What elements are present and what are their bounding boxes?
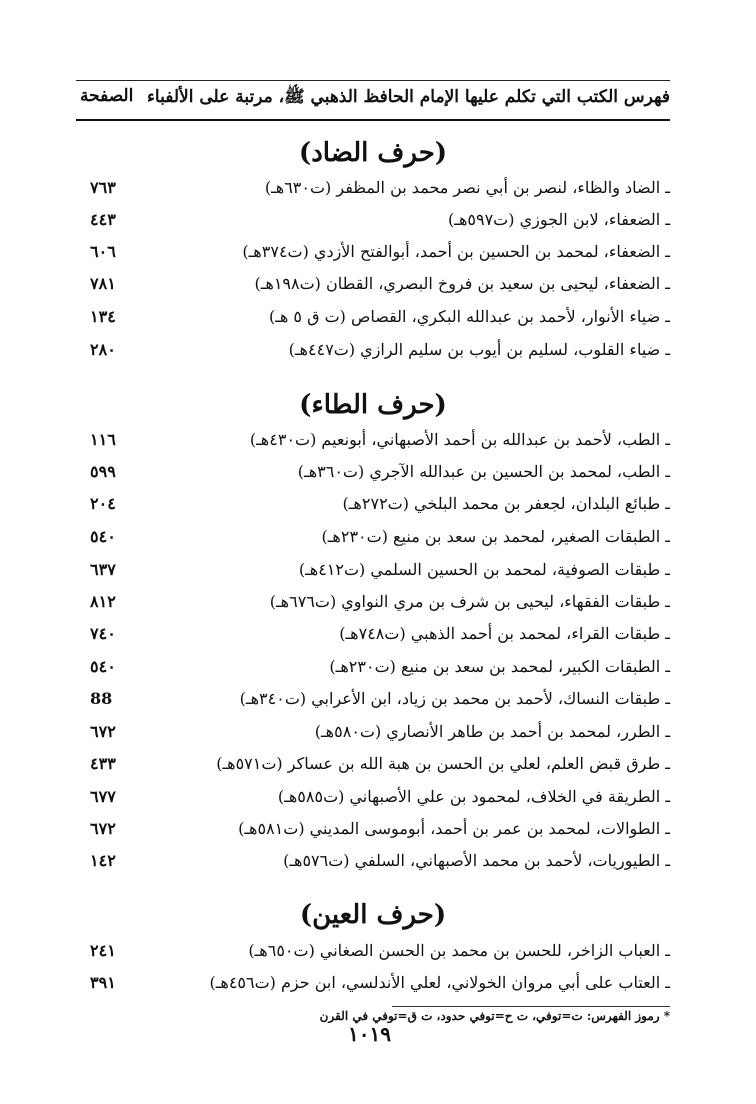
- header-bottom-rule: [76, 119, 670, 121]
- section-heading-ayn: (حرف العين): [299, 900, 447, 930]
- index-entry: [76, 274, 670, 304]
- index-entry: [76, 340, 670, 370]
- entry-page-number: 88: [90, 689, 113, 708]
- entry-page-number: ٥٤٠: [90, 527, 116, 546]
- index-entry: [76, 689, 670, 719]
- index-entry: [76, 722, 670, 752]
- index-entry: [76, 560, 670, 590]
- entry-page-number: ٧٤٠: [90, 624, 116, 643]
- entry-title: ـ الطرر، لمحمد بن أحمد بن طاهر الأنصاري (ت٥٨٠هـ): [314, 722, 670, 741]
- entry-page-number: ٧٦٣: [90, 178, 116, 197]
- footnote: * رموز الفهرس: ت=توفي، ت ح=توفي حدود، ت ق=توفي في القرن: [319, 1009, 670, 1023]
- entry-page-number: ٦٣٧: [90, 560, 116, 579]
- entry-page-number: ٦٧٧: [90, 787, 116, 806]
- entry-title: ـ طبقات الصوفية، لمحمد بن الحسين السلمي (ت٤١٢هـ): [298, 560, 670, 579]
- entry-page-number: ٦٧٢: [90, 819, 116, 838]
- entry-page-number: ٣٩١: [90, 973, 116, 992]
- index-entry: [76, 592, 670, 622]
- page-column-label: الصفحة: [80, 86, 134, 106]
- entry-title: ـ الضعفاء، لابن الجوزي (ت٥٩٧هـ): [448, 210, 670, 229]
- entry-title: ـ الطوالات، لمحمد بن عمر بن أحمد، أبوموسى المديني (ت٥٨١هـ): [238, 819, 670, 838]
- entry-title: ـ الضاد والظاء، لنصر بن أبي نصر محمد بن المظفر (ت٦٣٠هـ): [264, 178, 670, 197]
- index-entry: [76, 494, 670, 524]
- index-entry: [76, 462, 670, 492]
- index-entry: [76, 657, 670, 687]
- entry-title: ـ الضعفاء، لمحمد بن الحسين بن أحمد، أبوالفتح الأزدي (ت٣٧٤هـ): [242, 242, 670, 261]
- entry-title: ـ الطبقات الصغير، لمحمد بن سعد بن منيع (ت٢٣٠هـ): [321, 527, 670, 546]
- entry-page-number: ٢٨٠: [90, 340, 116, 359]
- index-entry: [76, 210, 670, 240]
- index-entry: [76, 430, 670, 460]
- index-entry: [76, 973, 670, 1003]
- index-entry: [76, 307, 670, 337]
- entry-title: ـ الطب، لأحمد بن عبدالله بن أحمد الأصبهاني، أبونعيم (ت٤٣٠هـ): [249, 430, 670, 449]
- entry-page-number: ٥٤٠: [90, 657, 116, 676]
- index-entry: [76, 851, 670, 881]
- entry-page-number: ٥٩٩: [90, 462, 116, 481]
- running-header: [76, 84, 670, 122]
- index-entry: [76, 178, 670, 208]
- entry-title: ـ العباب الزاخر، للحسن بن محمد بن الحسن الصغاني (ت٦٥٠هـ): [248, 941, 670, 960]
- entry-page-number: ١٣٤: [90, 307, 116, 326]
- index-entry: [76, 624, 670, 654]
- entry-title: ـ طبائع البلدان، لجعفر بن محمد البلخي (ت٢٧٢هـ): [342, 494, 670, 513]
- index-entry: [76, 527, 670, 557]
- entry-title: ـ طبقات القراء، لمحمد بن أحمد الذهبي (ت٧٤٨هـ): [339, 624, 670, 643]
- entry-title: ـ طرق قبض العلم، لعلي بن الحسن بن هبة الله بن عساكر (ت٥٧١هـ): [216, 754, 670, 773]
- entry-page-number: ٢٤١: [90, 941, 116, 960]
- entry-title: ـ الطب، لمحمد بن الحسين بن عبدالله الآجري (ت٣٦٠هـ): [297, 462, 670, 481]
- entry-page-number: ١٤٢: [90, 851, 116, 870]
- page-number: ١٠١٩: [348, 1022, 391, 1046]
- entry-page-number: ١١٦: [90, 430, 116, 449]
- entry-page-number: ٤٤٣: [90, 210, 116, 229]
- section-heading-ta: (حرف الطاء): [299, 390, 447, 420]
- entry-title: ـ الطيوريات، لأحمد بن محمد الأصبهاني، السلفي (ت٥٧٦هـ): [283, 851, 670, 870]
- entry-page-number: ٢٠٤: [90, 494, 116, 513]
- entry-page-number: ٦٧٢: [90, 722, 116, 741]
- entry-page-number: ٦٠٦: [90, 242, 116, 261]
- section-heading-dad: (حرف الضاد): [298, 138, 448, 168]
- entry-title: ـ ضياء الأنوار، لأحمد بن عبدالله البكري، القصاص (ت ق ٥ هـ): [268, 307, 670, 326]
- header-title: فهرس الكتب التي تكلم عليها الإمام الحافظ الذهبي ﷺ، مرتبة على الألفباء: [146, 87, 670, 107]
- entry-title: ـ العتاب على أبي مروان الخولاني، لعلي الأندلسي، ابن حزم (ت٤٥٦هـ): [209, 973, 670, 992]
- footnote-rule: [392, 1006, 670, 1007]
- index-entry: [76, 787, 670, 817]
- index-entry: [76, 242, 670, 272]
- index-entry: [76, 941, 670, 971]
- entry-title: ـ طبقات الفقهاء، ليحيى بن شرف بن مري النواوي (ت٦٧٦هـ): [269, 592, 670, 611]
- entry-page-number: ٨١٢: [90, 592, 116, 611]
- entry-page-number: ٧٨١: [90, 274, 116, 293]
- entry-title: ـ طبقات النساك، لأحمد بن محمد بن زياد، ابن الأعرابي (ت٣٤٠هـ): [239, 689, 670, 708]
- entry-title: ـ الضعفاء، ليحيى بن سعيد بن فروخ البصري، القطان (ت١٩٨هـ): [254, 274, 670, 293]
- index-entry: [76, 819, 670, 849]
- entry-page-number: ٤٣٣: [90, 754, 116, 773]
- entry-title: ـ الطريقة في الخلاف، لمحمود بن علي الأصبهاني (ت٥٨٥هـ): [277, 787, 670, 806]
- header-top-rule: [76, 80, 670, 81]
- entry-title: ـ الطبقات الكبير، لمحمد بن سعد بن منيع (ت٢٣٠هـ): [329, 657, 670, 676]
- entry-title: ـ ضياء القلوب، لسليم بن أيوب بن سليم الرازي (ت٤٤٧هـ): [288, 340, 670, 359]
- index-entry: [76, 754, 670, 784]
